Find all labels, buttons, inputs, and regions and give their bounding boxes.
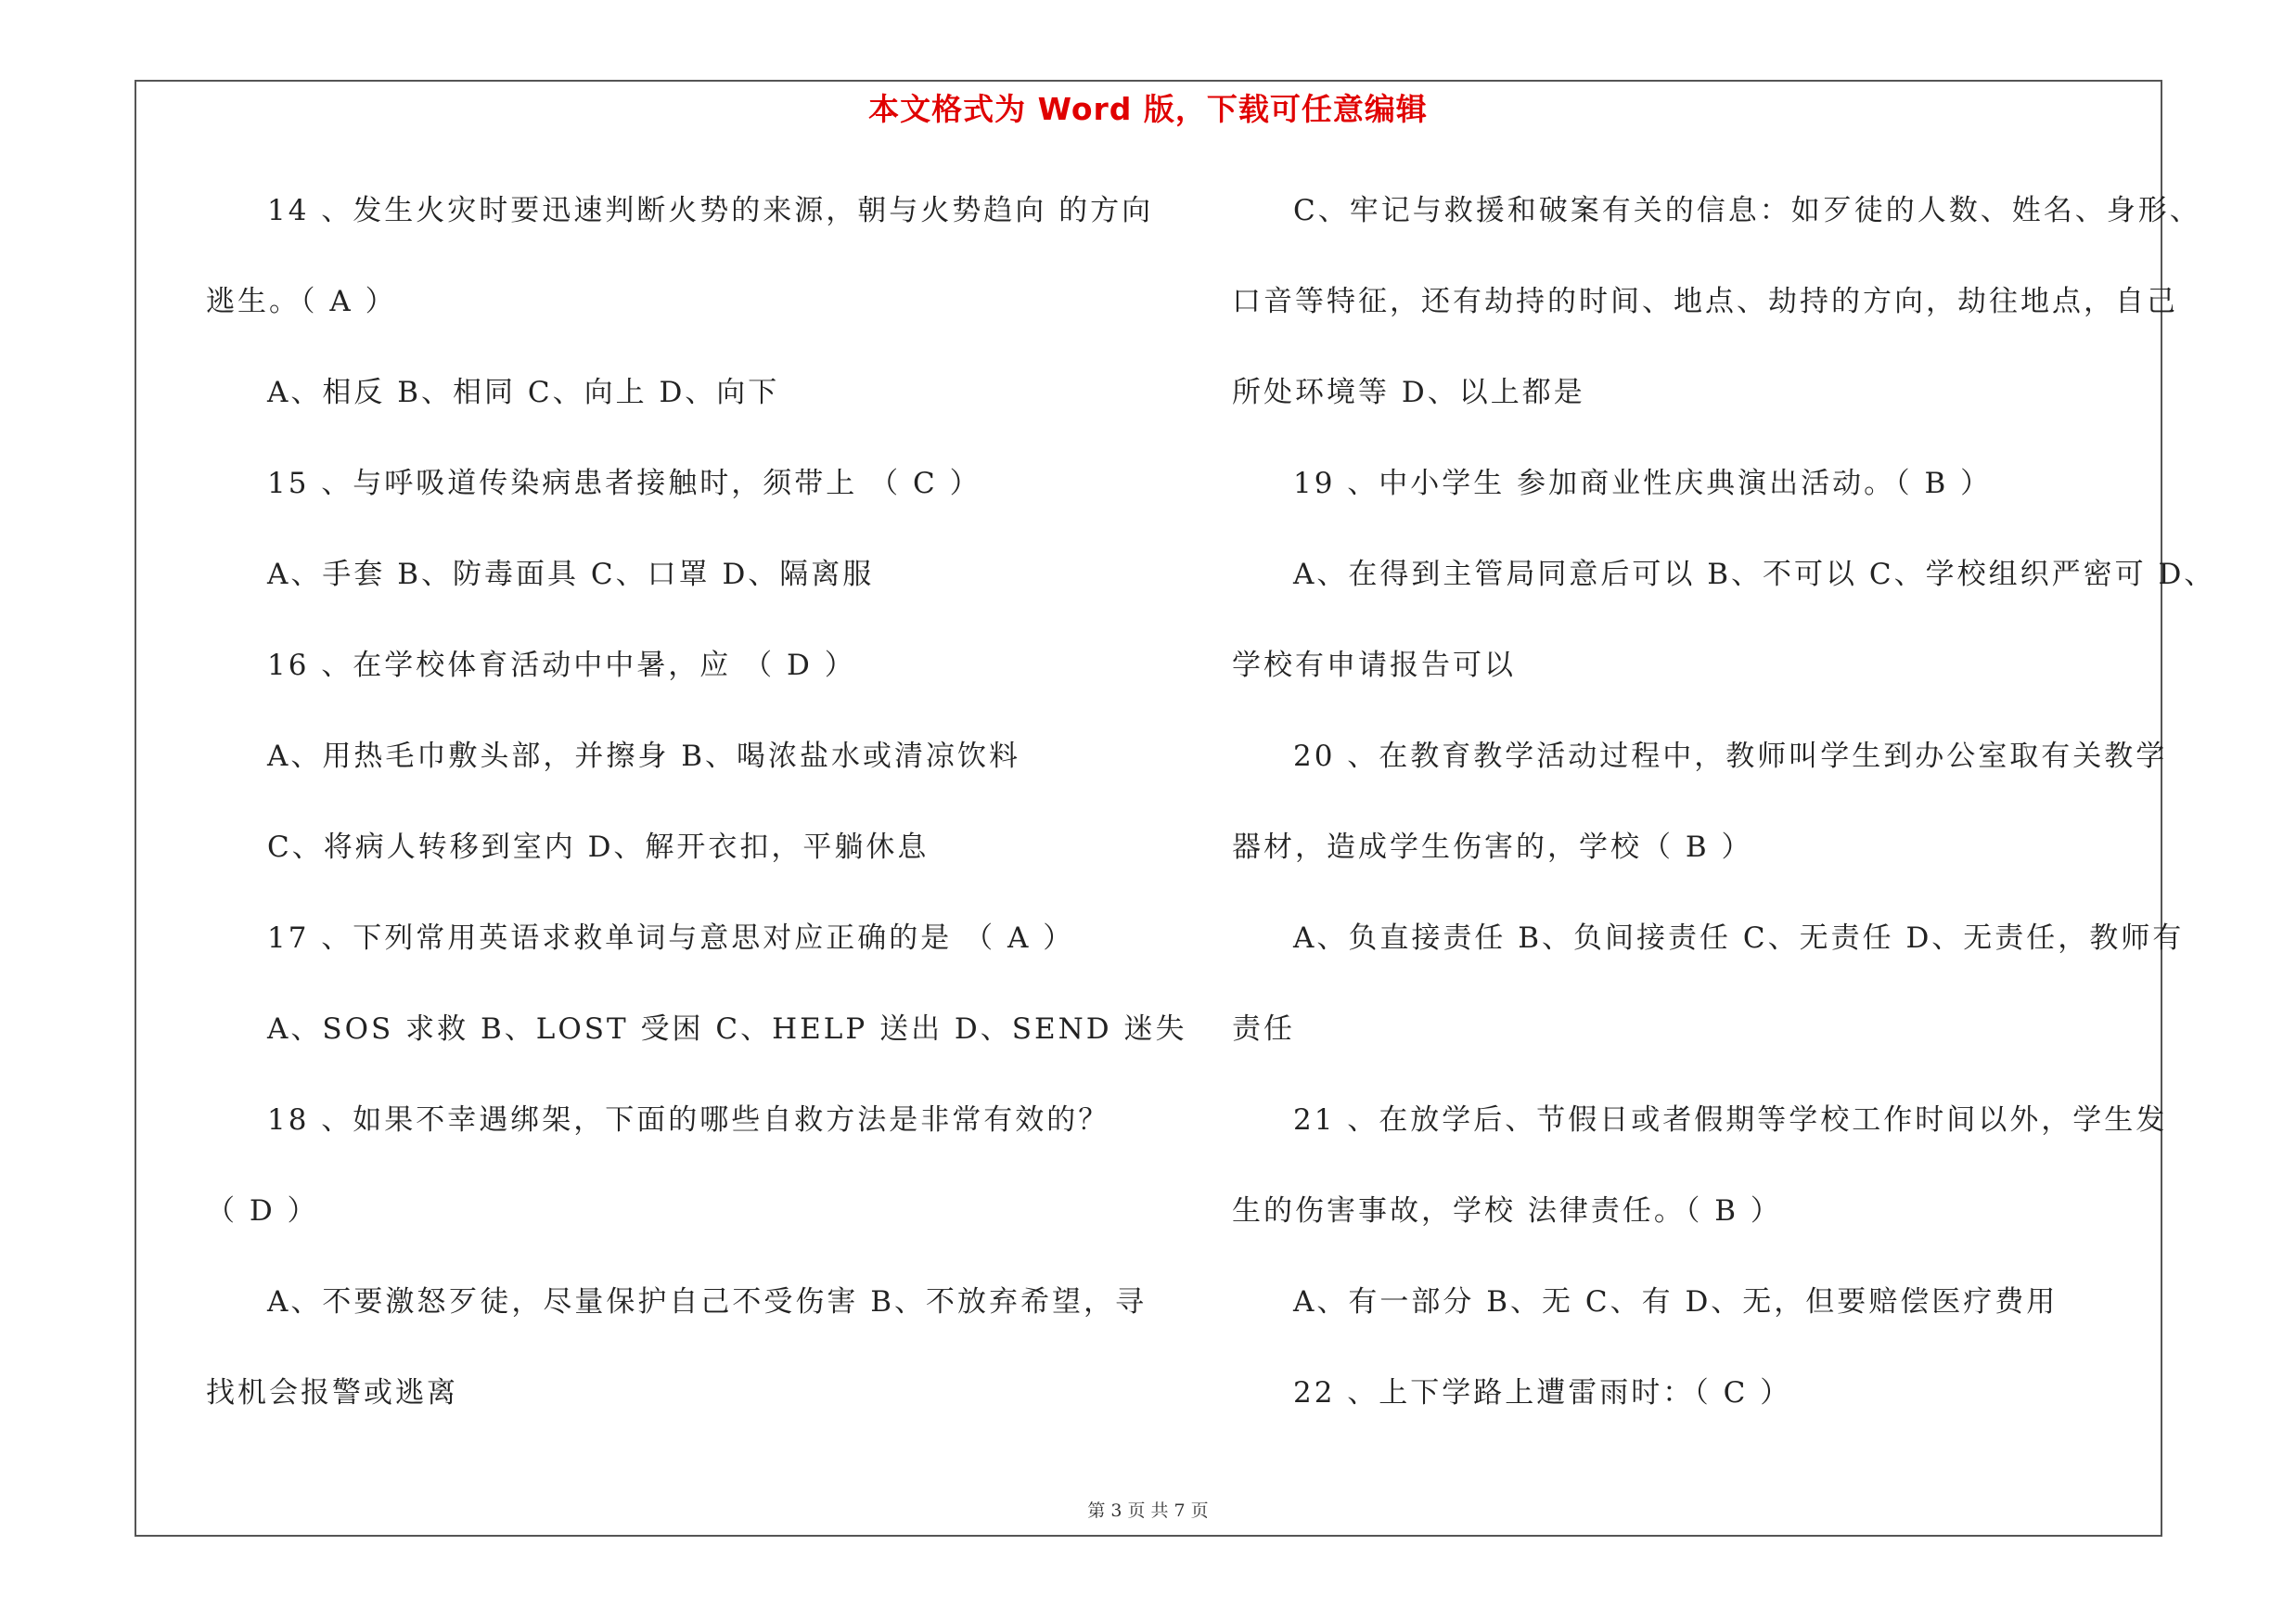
text-line: 16 、在学校体育活动中中暑，应 （ D ） — [267, 649, 856, 682]
text-line: 18 、如果不幸遇绑架，下面的哪些自救方法是非常有效的？ — [267, 1103, 1110, 1137]
text-line: C、牢记与救援和破案有关的信息：如歹徒的人数、姓名、身形、 — [1293, 194, 2201, 227]
text-line: 责任 — [1232, 1012, 1295, 1046]
text-line: A、不要激怒歹徒，尽量保护自己不受伤害 B、不放弃希望，寻 — [267, 1285, 1148, 1319]
text-line: 19 、中小学生 参加商业性庆典演出活动。（ B ） — [1293, 467, 1993, 500]
text-line: A、负直接责任 B、负间接责任 C、无责任 D、无责任，教师有 — [1293, 921, 2185, 955]
text-line: A、用热毛巾敷头部，并擦身 B、喝浓盐水或清凉饮料 — [267, 740, 1021, 773]
text-line: A、SOS 求救 B、LOST 受困 C、HELP 送出 D、SEND 迷失 — [267, 1012, 1187, 1046]
text-line: （ D ） — [206, 1194, 319, 1228]
page-number: 第 3 页 共 7 页 — [1087, 1501, 1209, 1521]
text-line: 20 、在教育教学活动过程中，教师叫学生到办公室取有关教学 — [1293, 740, 2168, 773]
text-line: 14 、发生火灾时要迅速判断火势的来源，朝与火势趋向 的方向 — [267, 194, 1154, 227]
text-line: 17 、下列常用英语求救单词与意思对应正确的是 （ A ） — [267, 921, 1075, 955]
text-line: 学校有申请报告可以 — [1232, 649, 1516, 682]
text-line: 找机会报警或逃离 — [206, 1376, 458, 1410]
text-line: A、相反 B、相同 C、向上 D、向下 — [267, 376, 780, 409]
text-line: C、将病人转移到室内 D、解开衣扣，平躺休息 — [267, 831, 930, 864]
text-line: A、有一部分 B、无 C、有 D、无，但要赔偿医疗费用 — [1293, 1285, 2059, 1319]
text-line: 所处环境等 D、以上都是 — [1232, 376, 1585, 409]
text-line: A、手套 B、防毒面具 C、口罩 D、隔离服 — [267, 558, 875, 591]
text-line: 22 、上下学路上遭雷雨时：（ C ） — [1293, 1376, 1792, 1410]
text-line: 15 、与呼吸道传染病患者接触时，须带上 （ C ） — [267, 467, 981, 500]
text-line: 21 、在放学后、节假日或者假期等学校工作时间以外，学生发 — [1293, 1103, 2168, 1137]
text-line: 逃生。（ A ） — [206, 285, 397, 318]
word-format-notice: 本文格式为 Word 版，下载可任意编辑 — [868, 91, 1428, 127]
text-line: 口音等特征，还有劫持的时间、地点、劫持的方向，劫往地点，自己 — [1232, 285, 2178, 318]
left-column — [206, 186, 1187, 1459]
text-line: 器材，造成学生伤害的，学校（ B ） — [1232, 831, 1753, 864]
text-line: A、在得到主管局同意后可以 B、不可以 C、学校组织严密可 D、 — [1293, 558, 2216, 591]
text-line: 生的伤害事故，学校 法律责任。（ B ） — [1232, 1194, 1782, 1228]
right-column — [1232, 186, 2216, 1459]
